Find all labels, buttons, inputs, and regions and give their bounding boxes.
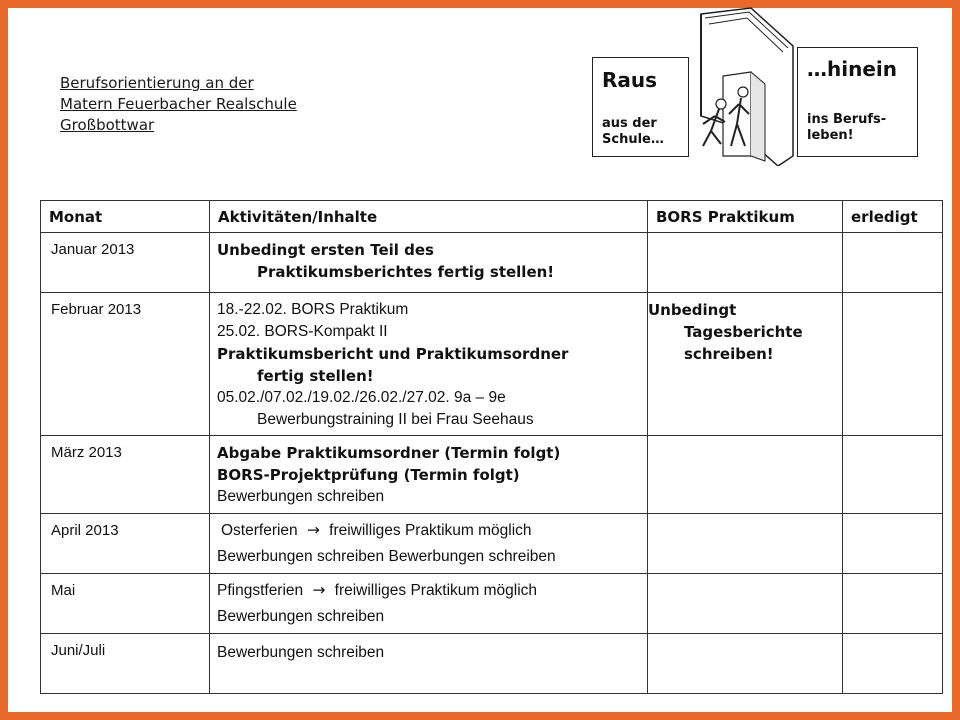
table-row (41, 634, 943, 694)
hinein-line-2: leben! (807, 128, 854, 143)
bors-cell (648, 574, 843, 634)
schedule-table (40, 200, 943, 694)
activity-line: fertig stellen! (257, 367, 374, 385)
table-row (41, 293, 943, 436)
done-cell (843, 514, 943, 574)
done-cell (843, 293, 943, 436)
month-cell: Mai (41, 574, 210, 634)
activities-cell (210, 574, 648, 634)
school-line-1: Berufsorientierung an der (60, 74, 254, 92)
activity-line: Unbedingt ersten Teil des (217, 241, 434, 259)
month-cell: April 2013 (41, 514, 210, 574)
activity-line: Bewerbungen schreiben Bewerbungen schreiben (217, 548, 556, 565)
bors-line: Tagesberichte (684, 323, 803, 341)
raus-title: Raus (602, 68, 658, 92)
activity-line: 18.-22.02. BORS Praktikum (217, 301, 409, 318)
done-cell (843, 233, 943, 293)
hinein-title: …hinein (807, 57, 897, 81)
month-cell: Januar 2013 (41, 233, 210, 293)
done-cell (843, 634, 943, 694)
bors-cell (648, 514, 843, 574)
activity-text: Osterferien (221, 522, 298, 539)
activity-line: Bewerbungen schreiben (217, 608, 385, 625)
activity-line: Praktikumsbericht und Praktikumsordner (217, 345, 569, 363)
bors-line: schreiben! (684, 345, 774, 363)
activity-line (217, 577, 640, 604)
activity-line: Praktikumsberichtes fertig stellen! (257, 263, 555, 281)
activity-line: Bewerbungen schreiben (217, 488, 385, 505)
school-line-2: Matern Feuerbacher Realschule (60, 95, 297, 113)
activities-cell (210, 634, 648, 694)
activities-cell (210, 233, 648, 293)
raus-text (602, 116, 664, 148)
month-cell: März 2013 (41, 436, 210, 514)
hinein-line-1: ins Berufs- (807, 112, 887, 127)
activity-line (217, 517, 640, 544)
hinein-box (797, 47, 918, 157)
school-line-3: Großbottwar (60, 116, 155, 134)
table-row (41, 574, 943, 634)
header-bors: BORS Praktikum (648, 201, 843, 233)
header-erledigt: erledigt (843, 201, 943, 233)
table-header-row (41, 201, 943, 233)
done-cell (843, 436, 943, 514)
raus-line-2: Schule… (602, 132, 664, 147)
table-row (41, 514, 943, 574)
header-aktivitaeten: Aktivitäten/Inhalte (210, 201, 648, 233)
bors-cell (648, 293, 843, 436)
activity-text: freiwilliges Praktikum möglich (329, 522, 532, 539)
table-row (41, 436, 943, 514)
bors-cell (648, 634, 843, 694)
bors-cell (648, 233, 843, 293)
activity-text: freiwilliges Praktikum möglich (334, 582, 538, 599)
table-row (41, 233, 943, 293)
raus-line-1: aus der (602, 116, 657, 131)
hinein-text (807, 112, 886, 144)
right-arrow-icon: → (307, 581, 331, 599)
activity-line: 05.02./07.02./19.02./26.02./27.02. 9a – 9e (217, 389, 506, 406)
bors-cell (648, 436, 843, 514)
school-heading (60, 73, 297, 136)
right-arrow-icon: → (301, 521, 325, 539)
activities-cell (210, 514, 648, 574)
header-monat: Monat (41, 201, 210, 233)
activities-cell (210, 436, 648, 514)
bors-line: Unbedingt (648, 301, 737, 319)
activity-line: 25.02. BORS-Kompakt II (217, 323, 388, 340)
activity-line: Bewerbungstraining II bei Frau Seehaus (257, 411, 534, 428)
month-cell: Februar 2013 (41, 293, 210, 436)
activities-cell (210, 293, 648, 436)
activity-line: BORS-Projektprüfung (Termin folgt) (217, 466, 520, 484)
done-cell (843, 574, 943, 634)
activity-line: Bewerbungen schreiben (217, 644, 385, 661)
open-book-figures-icon (693, 6, 801, 166)
month-cell: Juni/Juli (41, 634, 210, 694)
activity-text: Pfingstferien (217, 582, 304, 599)
activity-line: Abgabe Praktikumsordner (Termin folgt) (217, 444, 561, 462)
raus-box (592, 57, 689, 157)
